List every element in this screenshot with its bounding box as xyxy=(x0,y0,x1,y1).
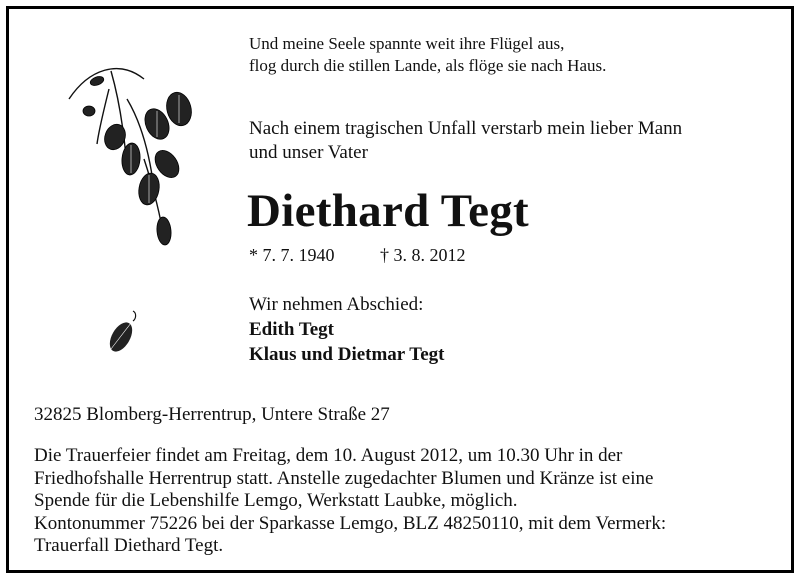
announcement-line-1: Nach einem tragischen Unfall verstarb mein lieber Mann xyxy=(249,118,683,139)
death-date: † 3. 8. 2012 xyxy=(380,245,466,265)
details-line: Kontonummer 75226 bei der Sparkasse Lemgo, BLZ 48250110, mit dem Vermerk: xyxy=(34,512,667,534)
details-line: Die Trauerfeier findet am Freitag, dem 10. August 2012, um 10.30 Uhr in der xyxy=(34,445,623,466)
details-line: Friedhofshalle Herrentrup statt. Anstelle zugedachter Blumen und Kränze ist eine xyxy=(34,467,654,489)
funeral-details xyxy=(34,445,666,558)
mourner-name: Edith Tegt xyxy=(249,319,335,340)
poem-line-1: Und meine Seele spannte weit ihre Flügel aus, xyxy=(249,34,565,53)
mourner-name: Klaus und Dietmar Tegt xyxy=(249,344,445,365)
birch-branch-icon xyxy=(49,59,199,259)
obituary-card xyxy=(6,6,794,573)
announcement-line-2: und unser Vater xyxy=(249,142,368,163)
birth-date: * 7. 7. 1940 xyxy=(249,245,335,265)
details-line: Spende für die Lebenshilfe Lemgo, Werkstatt Laubke, möglich. xyxy=(34,490,518,511)
falling-leaf-icon xyxy=(103,307,143,357)
details-line: Trauerfall Diethard Tegt. xyxy=(34,535,224,556)
mourners-block xyxy=(249,292,445,367)
deceased-name: Diethard Tegt xyxy=(247,185,529,237)
farewell-intro: Wir nehmen Abschied: xyxy=(249,294,424,315)
poem-line-2: flog durch die stillen Lande, als flöge sie nach Haus. xyxy=(249,56,607,75)
poem-quote xyxy=(249,33,606,77)
family-address: 32825 Blomberg-Herrentrup, Untere Straße 27 xyxy=(34,404,390,425)
death-announcement xyxy=(249,117,682,165)
